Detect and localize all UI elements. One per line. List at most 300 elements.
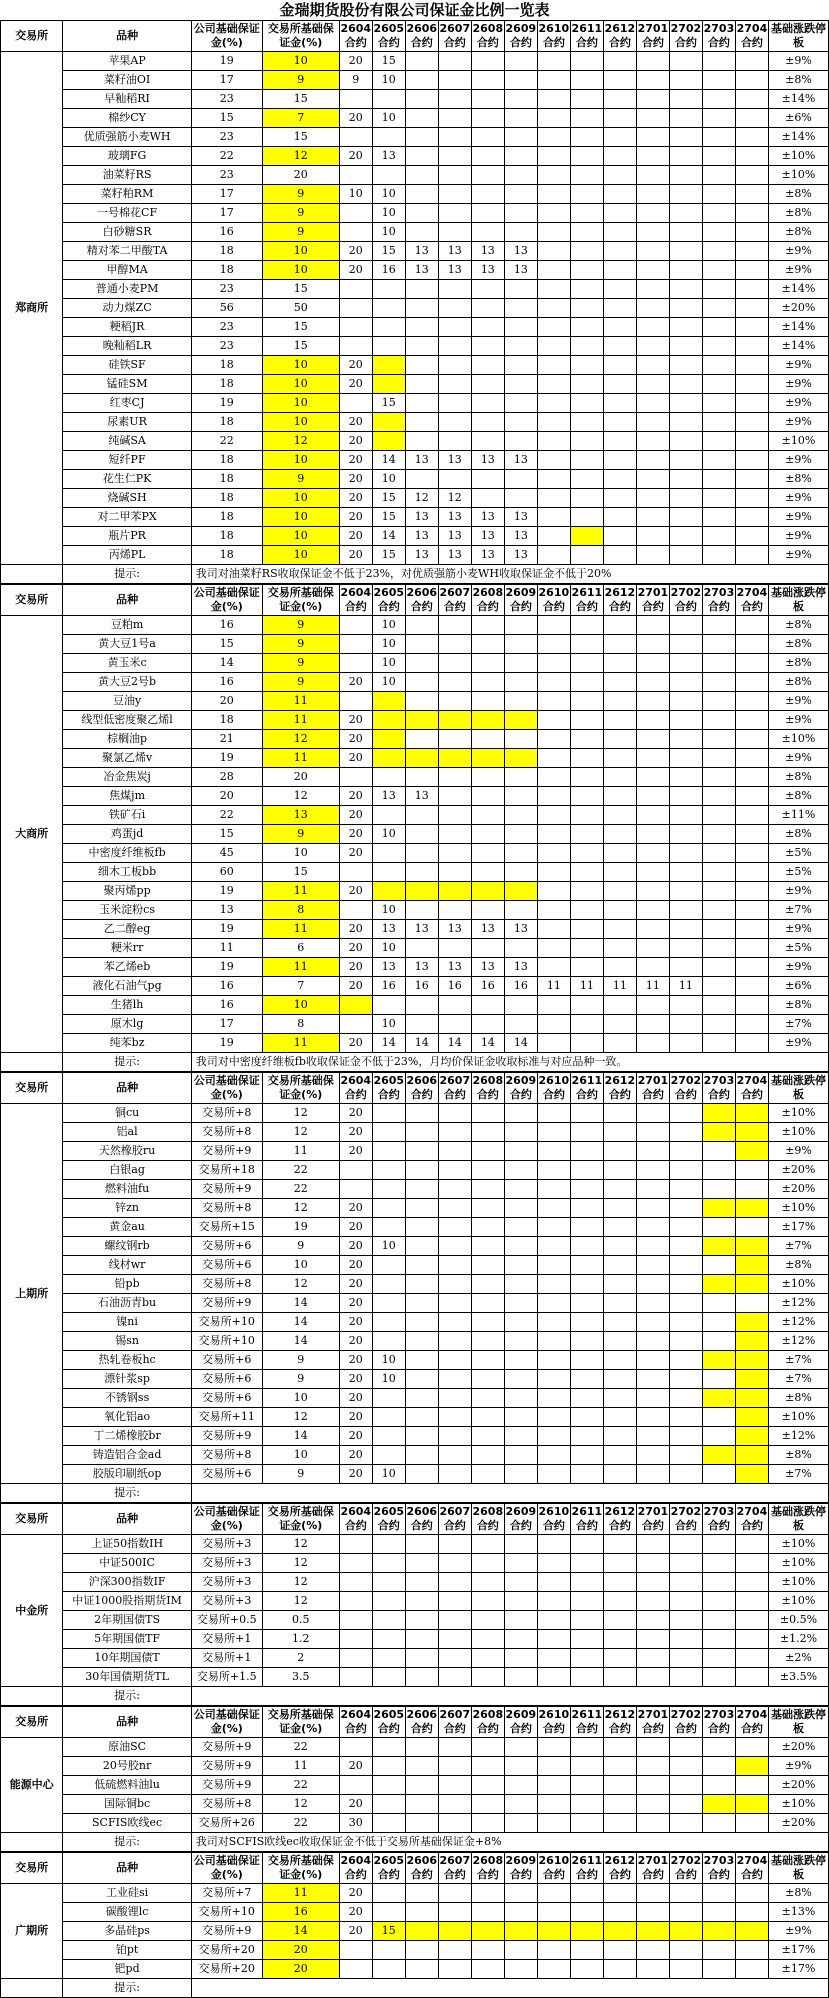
contract-margin	[438, 1903, 471, 1922]
header-company-margin: 公司基础保证金(%)	[191, 21, 262, 52]
contract-margin	[438, 1123, 471, 1142]
exchange-margin: 11	[262, 1884, 339, 1903]
contract-margin: 13	[405, 508, 438, 527]
contract-margin	[702, 147, 735, 166]
contract-margin	[537, 882, 570, 901]
product-name: 30年国债期货TL	[63, 1668, 191, 1687]
contract-margin	[603, 711, 636, 730]
exchange-margin: 12	[262, 1795, 339, 1814]
contract-margin	[669, 1465, 702, 1484]
contract-margin	[669, 1941, 702, 1960]
contract-margin	[603, 527, 636, 546]
contract-margin	[504, 1795, 537, 1814]
product-name: 花生仁PK	[63, 470, 191, 489]
exchange-margin: 14	[262, 1294, 339, 1313]
contract-margin	[405, 844, 438, 863]
header-product: 品种	[63, 585, 191, 616]
contract-margin	[537, 90, 570, 109]
contract-margin	[735, 958, 768, 977]
table-row	[1, 413, 829, 432]
contract-margin	[537, 432, 570, 451]
contract-margin	[405, 1237, 438, 1256]
contract-margin	[372, 1313, 405, 1332]
contract-margin: 10	[372, 223, 405, 242]
contract-margin: 13	[471, 527, 504, 546]
header-contract: 2612合约	[603, 1707, 636, 1738]
contract-margin	[570, 844, 603, 863]
contract-margin	[339, 1535, 372, 1554]
contract-margin	[537, 1554, 570, 1573]
contract-margin	[636, 109, 669, 128]
contract-margin	[669, 1237, 702, 1256]
contract-margin	[702, 1161, 735, 1180]
contract-margin	[603, 337, 636, 356]
contract-margin	[504, 318, 537, 337]
header-contract: 2702合约	[669, 585, 702, 616]
contract-margin	[702, 882, 735, 901]
contract-margin	[504, 1294, 537, 1313]
exchange-margin: 9	[262, 635, 339, 654]
contract-margin	[702, 1649, 735, 1668]
contract-margin	[504, 71, 537, 90]
contract-margin: 20	[339, 920, 372, 939]
exchange-margin: 10	[262, 242, 339, 261]
note-label: 提示:	[63, 1687, 191, 1706]
contract-margin	[669, 1389, 702, 1408]
exchange-margin: 12	[262, 1275, 339, 1294]
contract-margin	[669, 1757, 702, 1776]
contract-margin	[405, 1142, 438, 1161]
limit-value: ±8%	[768, 1389, 828, 1408]
limit-value: ±10%	[768, 730, 828, 749]
contract-margin: 10	[339, 185, 372, 204]
contract-margin	[669, 844, 702, 863]
table-row	[1, 204, 829, 223]
header-contract: 2604合约	[339, 1853, 372, 1884]
contract-margin	[438, 1389, 471, 1408]
contract-margin	[669, 730, 702, 749]
contract-margin	[504, 128, 537, 147]
contract-margin	[636, 337, 669, 356]
header-row	[1, 585, 829, 616]
contract-margin	[372, 1795, 405, 1814]
contract-margin	[471, 1630, 504, 1649]
contract-margin	[471, 1668, 504, 1687]
contract-margin	[702, 730, 735, 749]
limit-value: ±7%	[768, 1370, 828, 1389]
contract-margin	[372, 1218, 405, 1237]
company-margin: 交易所+10	[191, 1332, 262, 1351]
exchange-margin: 10	[262, 996, 339, 1015]
contract-margin	[372, 1332, 405, 1351]
contract-margin	[471, 394, 504, 413]
contract-margin	[471, 223, 504, 242]
company-margin: 交易所+18	[191, 1161, 262, 1180]
header-contract: 2605合约	[372, 21, 405, 52]
header-contract: 2701合约	[636, 21, 669, 52]
contract-margin: 20	[339, 730, 372, 749]
exchange-margin: 0.5	[262, 1611, 339, 1630]
contract-margin	[603, 1370, 636, 1389]
product-name: 白砂糖SR	[63, 223, 191, 242]
contract-margin	[438, 1668, 471, 1687]
contract-margin	[570, 1370, 603, 1389]
company-margin: 28	[191, 768, 262, 787]
table-row	[1, 451, 829, 470]
header-product: 品种	[63, 1073, 191, 1104]
company-margin: 交易所+6	[191, 1389, 262, 1408]
header-exchange: 交易所	[1, 1853, 63, 1884]
contract-margin	[669, 825, 702, 844]
contract-margin: 14	[438, 1034, 471, 1053]
contract-margin	[603, 1142, 636, 1161]
contract-margin	[339, 616, 372, 635]
contract-margin	[735, 1668, 768, 1687]
header-company-margin: 公司基础保证金(%)	[191, 585, 262, 616]
product-name: SCFIS欧线ec	[63, 1814, 191, 1833]
exchange-margin: 22	[262, 1776, 339, 1795]
contract-margin	[702, 1941, 735, 1960]
contract-margin: 20	[339, 749, 372, 768]
product-name: 聚氯乙烯v	[63, 749, 191, 768]
contract-margin	[570, 673, 603, 692]
contract-margin	[702, 489, 735, 508]
contract-margin	[603, 768, 636, 787]
header-contract: 2610合约	[537, 1853, 570, 1884]
limit-value: ±9%	[768, 489, 828, 508]
contract-margin	[405, 1015, 438, 1034]
contract-margin	[669, 1142, 702, 1161]
exchange-section	[0, 1503, 829, 1706]
limit-value: ±11%	[768, 806, 828, 825]
table-row	[1, 1256, 829, 1275]
contract-margin	[636, 863, 669, 882]
contract-margin	[471, 1573, 504, 1592]
limit-value: ±9%	[768, 52, 828, 71]
company-margin: 23	[191, 318, 262, 337]
product-name: 上证50指数IH	[63, 1535, 191, 1554]
table-row	[1, 394, 829, 413]
contract-margin	[570, 1034, 603, 1053]
contract-margin	[372, 1814, 405, 1833]
contract-margin	[735, 692, 768, 711]
contract-margin	[636, 749, 669, 768]
contract-margin	[438, 1015, 471, 1034]
header-exchange: 交易所	[1, 1707, 63, 1738]
contract-margin	[702, 375, 735, 394]
contract-margin	[669, 299, 702, 318]
contract-margin	[735, 1370, 768, 1389]
contract-margin	[471, 806, 504, 825]
contract-margin	[669, 1275, 702, 1294]
contract-margin	[636, 261, 669, 280]
contract-margin	[504, 1960, 537, 1979]
contract-margin	[603, 1294, 636, 1313]
exchange-margin: 14	[262, 1332, 339, 1351]
contract-margin: 10	[372, 1351, 405, 1370]
limit-value: ±8%	[768, 1884, 828, 1903]
contract-margin	[471, 863, 504, 882]
exchange-section	[0, 1072, 829, 1503]
contract-margin	[438, 1161, 471, 1180]
product-name: 焦煤jm	[63, 787, 191, 806]
limit-value: ±10%	[768, 1104, 828, 1123]
contract-margin	[636, 1332, 669, 1351]
company-margin: 交易所+8	[191, 1123, 262, 1142]
header-exchange: 交易所	[1, 21, 63, 52]
product-name: 燃料油fu	[63, 1180, 191, 1199]
product-name: 生猪lh	[63, 996, 191, 1015]
contract-margin	[537, 546, 570, 565]
contract-margin	[735, 1738, 768, 1757]
contract-margin	[339, 1573, 372, 1592]
contract-margin	[702, 920, 735, 939]
contract-margin	[471, 1389, 504, 1408]
contract-margin	[438, 1294, 471, 1313]
contract-margin: 20	[339, 1351, 372, 1370]
limit-value: ±10%	[768, 1408, 828, 1427]
contract-margin	[669, 489, 702, 508]
contract-margin: 13	[471, 546, 504, 565]
contract-margin	[636, 1313, 669, 1332]
contract-margin	[636, 673, 669, 692]
exchange-margin: 15	[262, 280, 339, 299]
company-margin: 23	[191, 166, 262, 185]
contract-margin	[471, 1941, 504, 1960]
contract-margin	[471, 1142, 504, 1161]
contract-margin	[504, 882, 537, 901]
exchange-margin: 10	[262, 375, 339, 394]
exchange-section	[0, 1852, 829, 1998]
contract-margin	[372, 1180, 405, 1199]
contract-margin: 20	[339, 882, 372, 901]
contract-margin	[570, 375, 603, 394]
company-margin: 13	[191, 901, 262, 920]
contract-margin	[438, 128, 471, 147]
contract-margin	[504, 692, 537, 711]
contract-margin	[636, 1757, 669, 1776]
note-label: 提示:	[63, 1979, 191, 1998]
contract-margin	[372, 337, 405, 356]
contract-margin	[438, 1351, 471, 1370]
table-row	[1, 787, 829, 806]
product-name: 沪深300指数IF	[63, 1573, 191, 1592]
contract-margin	[537, 958, 570, 977]
exchange-margin: 8	[262, 901, 339, 920]
contract-margin	[339, 394, 372, 413]
contract-margin	[570, 1573, 603, 1592]
limit-value: ±10%	[768, 166, 828, 185]
contract-margin	[636, 1554, 669, 1573]
contract-margin: 20	[339, 1408, 372, 1427]
contract-margin	[438, 1776, 471, 1795]
company-margin: 21	[191, 730, 262, 749]
header-contract: 2610合约	[537, 585, 570, 616]
contract-margin	[669, 806, 702, 825]
contract-margin	[372, 1275, 405, 1294]
limit-value: ±12%	[768, 1332, 828, 1351]
contract-margin	[339, 1611, 372, 1630]
table-row	[1, 692, 829, 711]
limit-value: ±9%	[768, 920, 828, 939]
contract-margin	[570, 71, 603, 90]
exchange-margin: 10	[262, 261, 339, 280]
contract-margin	[438, 863, 471, 882]
contract-margin	[438, 1649, 471, 1668]
contract-margin: 10	[372, 204, 405, 223]
contract-margin	[570, 128, 603, 147]
limit-value: ±5%	[768, 844, 828, 863]
exchange-margin: 11	[262, 920, 339, 939]
contract-margin: 20	[339, 356, 372, 375]
contract-margin	[471, 1313, 504, 1332]
contract-margin	[570, 1941, 603, 1960]
contract-margin	[405, 71, 438, 90]
product-name: 石油沥青bu	[63, 1294, 191, 1313]
table-row	[1, 901, 829, 920]
header-contract: 2704合约	[735, 585, 768, 616]
product-name: 镍ni	[63, 1313, 191, 1332]
contract-margin: 20	[339, 1034, 372, 1053]
contract-margin	[405, 863, 438, 882]
limit-value: ±9%	[768, 413, 828, 432]
contract-margin	[603, 1332, 636, 1351]
product-name: 冶金焦炭j	[63, 768, 191, 787]
contract-margin	[735, 299, 768, 318]
contract-margin	[570, 882, 603, 901]
contract-margin: 20	[339, 413, 372, 432]
contract-margin	[570, 527, 603, 546]
note-row	[1, 1053, 829, 1072]
contract-margin	[405, 1313, 438, 1332]
contract-margin	[735, 90, 768, 109]
header-limit: 基础涨跌停板	[768, 1504, 828, 1535]
product-name: 早籼稻RI	[63, 90, 191, 109]
contract-margin	[504, 109, 537, 128]
contract-margin	[438, 1795, 471, 1814]
contract-margin	[537, 261, 570, 280]
contract-margin	[636, 451, 669, 470]
product-name: 豆油y	[63, 692, 191, 711]
contract-margin	[339, 1668, 372, 1687]
contract-margin: 10	[372, 901, 405, 920]
contract-margin	[735, 1922, 768, 1941]
contract-margin: 13	[471, 451, 504, 470]
contract-margin	[735, 901, 768, 920]
limit-value: ±20%	[768, 1814, 828, 1833]
contract-margin: 13	[438, 958, 471, 977]
contract-margin	[735, 1123, 768, 1142]
limit-value: ±14%	[768, 90, 828, 109]
contract-margin	[669, 635, 702, 654]
company-margin: 18	[191, 375, 262, 394]
product-name: 粳稻JR	[63, 318, 191, 337]
contract-margin: 20	[339, 1427, 372, 1446]
contract-margin	[471, 1161, 504, 1180]
exchange-margin: 9	[262, 1465, 339, 1484]
contract-margin: 20	[339, 977, 372, 996]
company-margin: 23	[191, 280, 262, 299]
contract-margin	[405, 1592, 438, 1611]
contract-margin	[504, 1757, 537, 1776]
table-row	[1, 1237, 829, 1256]
contract-margin	[471, 299, 504, 318]
limit-value: ±9%	[768, 451, 828, 470]
contract-margin	[603, 1256, 636, 1275]
table-row	[1, 166, 829, 185]
contract-margin	[570, 635, 603, 654]
contract-margin: 14	[504, 1034, 537, 1053]
contract-margin	[339, 1941, 372, 1960]
contract-margin: 20	[339, 242, 372, 261]
contract-margin	[603, 166, 636, 185]
contract-margin	[537, 1370, 570, 1389]
contract-margin	[438, 1256, 471, 1275]
company-margin: 交易所+6	[191, 1351, 262, 1370]
contract-margin	[570, 1668, 603, 1687]
contract-margin	[537, 1630, 570, 1649]
contract-margin	[537, 128, 570, 147]
contract-margin	[438, 109, 471, 128]
exchange-margin: 11	[262, 749, 339, 768]
company-margin: 交易所+1	[191, 1649, 262, 1668]
limit-value: ±8%	[768, 71, 828, 90]
header-contract: 2607合约	[438, 1073, 471, 1104]
contract-margin	[504, 489, 537, 508]
header-contract: 2606合约	[405, 1504, 438, 1535]
contract-margin	[702, 1256, 735, 1275]
contract-margin	[603, 1573, 636, 1592]
company-margin: 18	[191, 546, 262, 565]
contract-margin	[636, 280, 669, 299]
exchange-margin: 12	[262, 730, 339, 749]
product-name: 多晶硅ps	[63, 1922, 191, 1941]
contract-margin	[372, 1649, 405, 1668]
contract-margin	[702, 768, 735, 787]
product-name: 液化石油气pg	[63, 977, 191, 996]
company-margin: 19	[191, 52, 262, 71]
contract-margin	[669, 1535, 702, 1554]
contract-margin: 20	[339, 1275, 372, 1294]
note-label: 提示:	[63, 1053, 191, 1072]
header-contract: 2607合约	[438, 585, 471, 616]
header-contract: 2610合约	[537, 1073, 570, 1104]
contract-margin: 9	[339, 71, 372, 90]
contract-margin: 11	[570, 977, 603, 996]
header-contract: 2701合约	[636, 1707, 669, 1738]
company-margin: 交易所+9	[191, 1738, 262, 1757]
contract-margin: 20	[339, 711, 372, 730]
contract-margin	[372, 375, 405, 394]
contract-margin	[405, 1123, 438, 1142]
contract-margin: 13	[372, 920, 405, 939]
contract-margin: 10	[372, 1015, 405, 1034]
contract-margin	[702, 1237, 735, 1256]
product-name: 甲醇MA	[63, 261, 191, 280]
table-row	[1, 882, 829, 901]
contract-margin	[438, 1218, 471, 1237]
contract-margin	[669, 1446, 702, 1465]
contract-margin	[504, 375, 537, 394]
note-text: 我司对中密度纤维板fb收取保证金不低于23%，月均价保证金收取标准与对应品种一致。	[191, 1053, 828, 1072]
contract-margin	[537, 1814, 570, 1833]
exchange-margin: 15	[262, 128, 339, 147]
limit-value: ±20%	[768, 1161, 828, 1180]
header-contract: 2702合约	[669, 1707, 702, 1738]
contract-margin	[504, 901, 537, 920]
table-row	[1, 128, 829, 147]
contract-margin	[603, 1015, 636, 1034]
